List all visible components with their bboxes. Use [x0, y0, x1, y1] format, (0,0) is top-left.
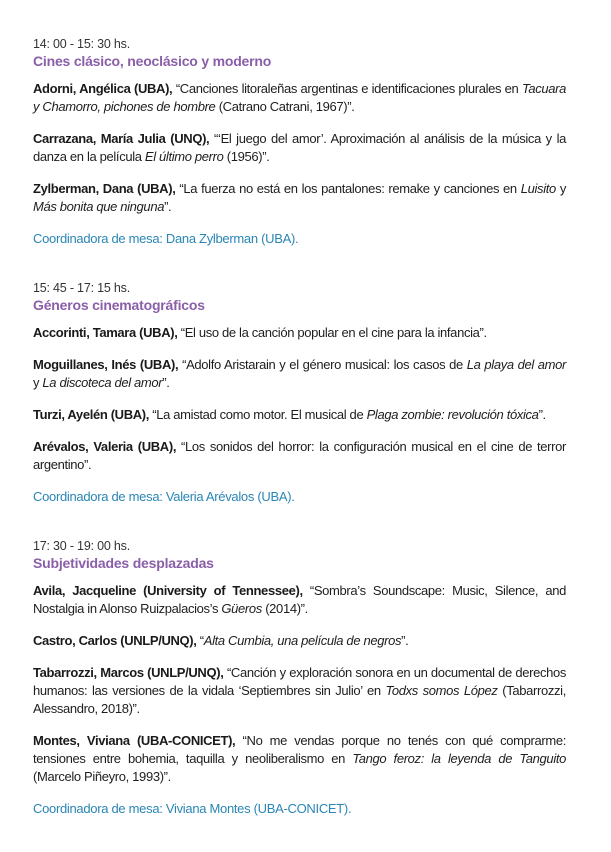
- film-title: Tacuara y Chamorro, pichones de hombre: [33, 81, 566, 114]
- paper-title-text: “Los sonidos del horror: la configuración musical en el cine de terror argentino”.: [33, 439, 566, 472]
- paper-entry: [33, 130, 566, 166]
- film-title: Todxs somos López: [385, 683, 498, 698]
- paper-title-text: (1956)”.: [223, 149, 270, 164]
- paper-title-text: ”.: [538, 407, 546, 422]
- paper-title-text: “Sombra’s Soundscape: Music, Silence, and Nostalgia in Alonso Ruizpalacios’s: [33, 583, 566, 616]
- session-title: Géneros cinematográficos: [33, 297, 205, 313]
- session-title: Cines clásico, neoclásico y moderno: [33, 53, 272, 69]
- film-title: La discoteca del amor: [42, 375, 163, 390]
- paper-title-text: (Tabarrozzi, Alessandro, 2018)”.: [33, 683, 566, 716]
- author-name: Moguillanes, Inés (UBA),: [33, 357, 179, 372]
- paper-title-text: “No me vendas porque no tenés con qué comprarme: tensiones entre bohemia, taquilla y neoliberalismo en: [33, 733, 567, 766]
- paper-title-text: y: [555, 181, 566, 196]
- program-sections: [33, 36, 566, 818]
- paper-entry: [33, 438, 566, 474]
- paper-entry: [33, 406, 566, 424]
- program-page: [33, 36, 566, 850]
- session-coordinator: Coordinadora de mesa: Dana Zylberman (UBA).: [33, 231, 299, 246]
- paper-title-text: ”.: [164, 199, 172, 214]
- paper-title-text: “La amistad como motor. El musical de: [149, 407, 367, 422]
- program-session: [33, 538, 566, 818]
- paper-title-text: ”.: [162, 375, 170, 390]
- paper-title-text: “La fuerza no está en los pantalones: remake y canciones en: [175, 181, 521, 196]
- author-name: Montes, Viviana (UBA-CONICET),: [33, 733, 236, 748]
- session-coordinator: Coordinadora de mesa: Valeria Arévalos (UBA).: [33, 489, 295, 504]
- film-title: Luisito: [520, 181, 556, 196]
- paper-title-text: ”.: [401, 633, 409, 648]
- paper-title-text: “: [196, 633, 204, 648]
- session-time: 15: 45 - 17: 15 hs.: [33, 281, 130, 295]
- author-name: Accorinti, Tamara (UBA),: [33, 325, 178, 340]
- paper-title-text: (Marcelo Piñeyro, 1993)”.: [33, 769, 171, 784]
- paper-title-text: “Adolfo Aristarain y el género musical: los casos de: [178, 357, 467, 372]
- author-name: Carrazana, María Julia (UNQ),: [33, 131, 210, 146]
- program-session: [33, 36, 566, 248]
- paper-title-text: (Catrano Catrani, 1967)”.: [215, 99, 355, 114]
- author-name: Castro, Carlos (UNLP/UNQ),: [33, 633, 197, 648]
- paper-title-text: “‘El juego del amor’. Aproximación al análisis de la música y la danza en la película: [33, 131, 566, 164]
- paper-entry: [33, 80, 566, 116]
- author-name: Adorni, Angélica (UBA),: [33, 81, 173, 96]
- session-coordinator: Coordinadora de mesa: Viviana Montes (UBA-CONICET).: [33, 801, 352, 816]
- paper-entry: [33, 632, 566, 650]
- film-title: Tango feroz: la leyenda de Tanguito: [352, 751, 566, 766]
- author-name: Zylberman, Dana (UBA),: [33, 181, 176, 196]
- film-title: Plaga zombie: revolución tóxica: [366, 407, 539, 422]
- author-name: Turzi, Ayelén (UBA),: [33, 407, 150, 422]
- paper-entry: [33, 324, 566, 342]
- film-title: Güeros: [221, 601, 262, 616]
- paper-entry: [33, 180, 566, 216]
- session-title: Subjetividades desplazadas: [33, 555, 214, 571]
- film-title: Más bonita que ninguna: [33, 199, 165, 214]
- author-name: Avila, Jacqueline (University of Tennessee),: [33, 583, 303, 598]
- paper-entry: [33, 356, 566, 392]
- session-time: 14: 00 - 15: 30 hs.: [33, 37, 130, 51]
- film-title: Alta Cumbia, una película de negros: [203, 633, 402, 648]
- author-name: Tabarrozzi, Marcos (UNLP/UNQ),: [33, 665, 224, 680]
- program-session: [33, 280, 566, 506]
- film-title: La playa del amor: [466, 357, 566, 372]
- paper-title-text: “Canciones litoraleñas argentinas e identificaciones plurales en: [172, 81, 522, 96]
- paper-entry: [33, 582, 566, 618]
- paper-title-text: “El uso de la canción popular en el cine para la infancia”.: [177, 325, 487, 340]
- paper-entry: [33, 664, 566, 718]
- author-name: Arévalos, Valeria (UBA),: [33, 439, 177, 454]
- paper-title-text: y: [33, 375, 43, 390]
- paper-entry: [33, 732, 566, 786]
- film-title: El último perro: [144, 149, 224, 164]
- session-time: 17: 30 - 19: 00 hs.: [33, 539, 130, 553]
- paper-title-text: “Canción y exploración sonora en un documental de derechos humanos: las versiones de la vidala ‘Septiembres sin Julio’ en: [33, 665, 567, 698]
- paper-title-text: (2014)”.: [261, 601, 308, 616]
